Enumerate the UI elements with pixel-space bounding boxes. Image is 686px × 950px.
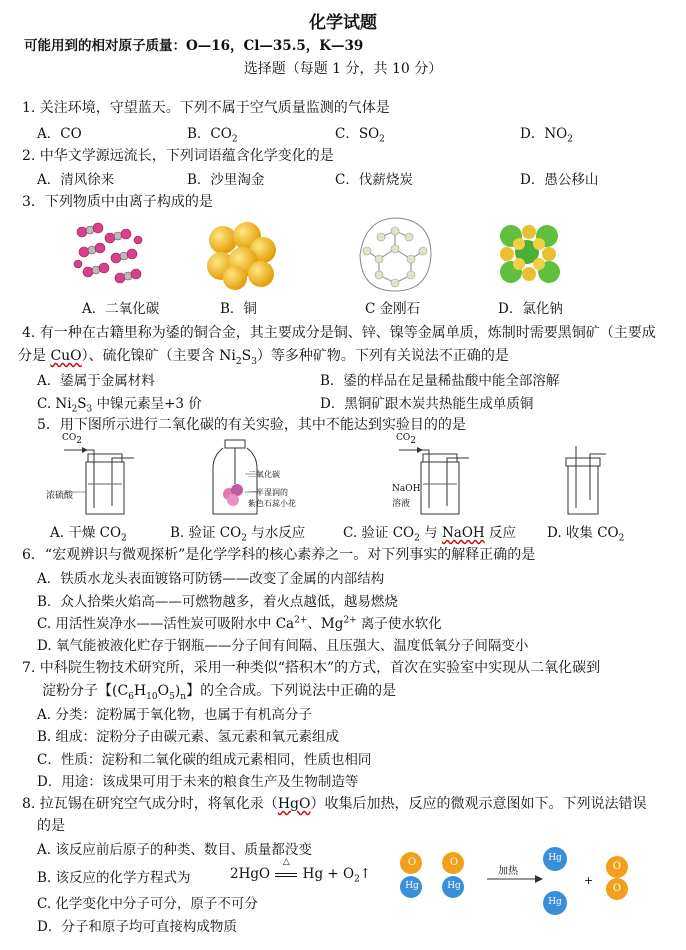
q3-option-a: A．二氧化碳 <box>82 301 160 317</box>
q4-option-b: B．鋈的样品在足量稀盐酸中能全部溶解 <box>320 373 560 389</box>
atom-label-o4: O <box>612 883 622 894</box>
q3-stem: 3．下列物质中由离子构成的是 <box>22 194 213 210</box>
q4-option-a: A．鋈属于金属材料 <box>37 373 155 389</box>
diagram-heat-label: 加热 <box>498 866 518 877</box>
q8-stem-line2: 的是 <box>37 818 65 834</box>
atomic-mass-note: 可能用到的相对原子质量：O—16，Cl—35.5，K—39 <box>24 38 364 54</box>
q8-reaction-diagram <box>395 845 635 930</box>
q8-option-b: B. 该反应的化学方程式为 <box>37 870 191 886</box>
q5-option-c: C. 验证 $CO_2$ 与 NaOH 反应 <box>343 525 516 544</box>
q5-a-acid-label: 浓硫酸 <box>46 491 74 501</box>
q5-b-label-flower1: 一半湿润的 <box>248 488 288 497</box>
q1-option-d: D．$NO_2$ <box>520 126 573 145</box>
q5-b-label-flower2: 紫色石蕊小花 <box>248 499 296 508</box>
q1-option-c: C．$SO_2$ <box>335 126 385 145</box>
q6-option-b: B．众人拾柴火焰高——可燃物越多，着火点越低，越易燃烧 <box>37 594 398 610</box>
q4-stem-line1: 4. 有一种在古籍里称为鋈的铜合金，其主要成分是铜、锌、镍等金属单质，炼制时需要黑铜矿（主要成 <box>22 325 656 341</box>
atom-label-hg3: Hg <box>548 853 562 863</box>
q1-stem: 1. 关注环境，守望蓝天。下列不属于空气质量监测的气体是 <box>22 100 390 116</box>
diagram-plus: + <box>584 874 594 887</box>
co2-molecule-model <box>70 218 152 290</box>
q5-a-co2-label: $CO_2$ <box>62 433 82 446</box>
q2-stem: 2. 中华文学源远流长，下列词语蕴含化学变化的是 <box>22 148 334 164</box>
q7-stem-line1: 7. 中科院生物技术研究所，采用一种类似“搭积木”的方式，首次在实验室中实现从二氧化碳到 <box>22 660 601 676</box>
section-heading: 选择题（每题 1 分，共 10 分） <box>243 61 443 77</box>
q7-option-a: A. 分类：淀粉属于氧化物，也属于有机高分子 <box>37 707 312 723</box>
q2-option-b: B．沙里淘金 <box>187 172 265 188</box>
sodium-chloride-model <box>495 220 567 290</box>
q5-option-d: D. 收集 $CO_2$ <box>547 525 625 544</box>
q5-naoh-bottle <box>395 444 475 516</box>
q1-option-a: A．CO <box>37 126 82 142</box>
q4-stem-line2: 分是 CuO）、硫化镍矿（主要含 $Ni_2S_3$）等多种矿物。下列有关说法不正确的是 <box>18 348 509 367</box>
q7-stem-line2: 淀粉分子【$(C_6H_{10}O_5)_n$】的全合成。下列说法中正确的是 <box>42 683 397 702</box>
q7-option-c: C．性质：淀粉和二氧化碳的组成元素相同，性质也相同 <box>37 752 372 768</box>
atom-label-hg1: Hg <box>405 881 419 891</box>
copper-atom-model <box>205 222 277 290</box>
q6-option-c: C. 用活性炭净水——活性炭可吸附水中 $Ca^{2+}$、$Mg^{2+}$ 离子使水软化 <box>37 615 442 632</box>
q3-option-d: D．氯化钠 <box>498 301 563 317</box>
q4-option-d: D．黑铜矿跟木炭共热能生成单质铜 <box>320 396 534 412</box>
q2-option-c: C．伐薪烧炭 <box>335 172 413 188</box>
q1-option-b: B．$CO_2$ <box>187 126 238 145</box>
q7-option-b: B. 组成：淀粉分子由碳元素、氢元素和氧元素组成 <box>37 729 340 745</box>
atom-label-hg2: Hg <box>447 881 461 891</box>
q5-drying-bottle <box>60 444 140 516</box>
q8-option-a: A. 该反应前后原子的种类、数目、质量都没变 <box>37 842 312 858</box>
q5-option-b: B. 验证 $CO_2$ 与水反应 <box>170 525 306 544</box>
q6-option-a: A．铁质水龙头表面镀铬可防锈——改变了金属的内部结构 <box>37 571 385 587</box>
q5-option-a: A. 干燥 $CO_2$ <box>50 525 127 544</box>
q5-c-naoh-label1: NaOH <box>392 484 421 494</box>
q6-option-d: D. 氧气能被液化贮存于钢瓶——分子间有间隔、且压强大、温度低氧分子间隔变小 <box>37 638 529 654</box>
q6-stem: 6．“宏观辨识与微观探析”是化学学科的核心素养之一。对下列事实的解释正确的是 <box>22 547 536 563</box>
q4-option-c: C. $Ni_2S_3$ 中镍元素呈+3 价 <box>37 396 202 415</box>
q5-c-naoh-label2: 溶液 <box>392 499 411 509</box>
diamond-structure-model <box>355 215 435 293</box>
q8-stem-line1: 8. 拉瓦锡在研究空气成分时，将氧化汞（HgO）收集后加热，反应的微观示意图如下。下列说法错误 <box>22 796 647 812</box>
q8-option-c: C. 化学变化中分子可分，原子不可分 <box>37 896 258 912</box>
q5-c-co2-label: $CO_2$ <box>396 433 416 446</box>
atom-label-o1: O <box>407 857 417 868</box>
q8-option-d: D．分子和原子均可直接构成物质 <box>37 919 237 935</box>
q5-stem: 5．用下图所示进行二氧化碳的有关实验，其中不能达到实验目的的是 <box>37 417 466 433</box>
atom-label-o2: O <box>449 857 459 868</box>
q3-option-b: B．铜 <box>220 301 257 317</box>
page-title: 化学试题 <box>309 13 377 33</box>
q2-option-a: A．清风徐来 <box>37 172 115 188</box>
q3-option-c: C 金刚石 <box>365 301 421 317</box>
q2-option-d: D．愚公移山 <box>520 172 599 188</box>
q8-equation: 2HgO △ $Hg + O_2↑$ <box>230 857 372 885</box>
q5-b-label-co2: 二氧化碳 <box>248 470 280 479</box>
q7-option-d: D．用途：该成果可用于未来的粮食生产及生物制造等 <box>37 774 359 790</box>
q5-collection-bottle <box>560 444 610 516</box>
atom-label-hg4: Hg <box>548 897 562 907</box>
atom-label-o3: O <box>612 861 622 872</box>
